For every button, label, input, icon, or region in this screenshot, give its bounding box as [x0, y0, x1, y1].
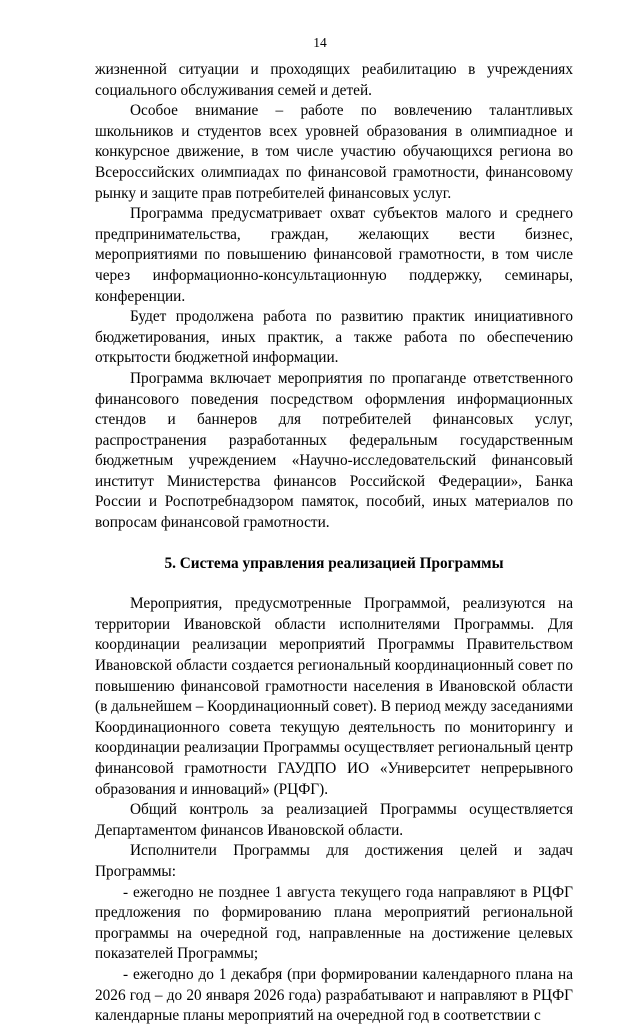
section-heading: 5. Система управления реализацией Программы: [164, 554, 504, 572]
paragraph: Особое внимание – работе по вовлечению талантливых школьников и студентов всех уровней образования в олимпиадное и конкурсное движение, в том числе участию обучающихся региона во Всероссийских олимпиадах по финансовой грамотности, финансовому рынку и защите прав потребителей финансовых услуг.: [95, 102, 573, 202]
paragraph: Программа предусматривает охват субъектов малого и среднего предпринимательства, граждан, желающих вести бизнес, мероприятиями по повышению финансовой грамотности, в том числе через информационно-консультационную поддержку, семинары, конференции.: [95, 205, 573, 305]
paragraph: Общий контроль за реализацией Программы осуществляется Департаментом финансов Ивановской области.: [95, 801, 573, 839]
page-content: [95, 60, 573, 1027]
paragraph: Программа включает мероприятия по пропаганде ответственного финансового поведения посредством оформления информационных стендов и баннеров для потребителей финансовых услуг, распространения разработанных федеральным государственным бюджетным учреждением «Научно-исследовательский финансовый институт Министерства финансов Российской Федерации», Банка России и Роспотребнадзором памяток, пособий, иных материалов по вопросам финансовой грамотности.: [95, 369, 573, 532]
list-item: - ежегодно не позднее 1 августа текущего года направляют в РЦФГ предложения по формированию плана мероприятий региональной программы на очередной год, направленные на достижение целевых показателей Программы;: [95, 883, 573, 963]
paragraph: Мероприятия, предусмотренные Программой, реализуются на территории Ивановской области исполнителями Программы. Для координации реализации мероприятий Программы Правительством Ивановской области создается региональный координационный совет по повышению финансовой грамотности населения в Ивановской области (в дальнейшем – Координационный совет). В период между заседаниями Координационного совета текущую деятельность по мониторингу и координации реализации Программы осуществляет региональный центр финансовой грамотности ГАУДПО ИО «Университет непрерывного образования и инноваций» (РЦФГ).: [95, 595, 573, 798]
page-number: 14: [313, 35, 327, 50]
paragraph: Будет продолжена работа по развитию практик инициативного бюджетирования, иных практик, а также работа по обеспечению открытости бюджетной информации.: [95, 308, 573, 367]
paragraph: Исполнители Программы для достижения целей и задач Программы:: [95, 842, 573, 880]
list-item: - ежегодно до 1 декабря (при формировании календарного плана на 2026 год – до 20 января 2026 года) разрабатывают и направляют в РЦФГ календарные планы мероприятий на очередной год в соответствии с: [95, 965, 573, 1025]
paragraph: жизненной ситуации и проходящих реабилитацию в учреждениях социального обслуживания семей и детей.: [95, 61, 573, 99]
